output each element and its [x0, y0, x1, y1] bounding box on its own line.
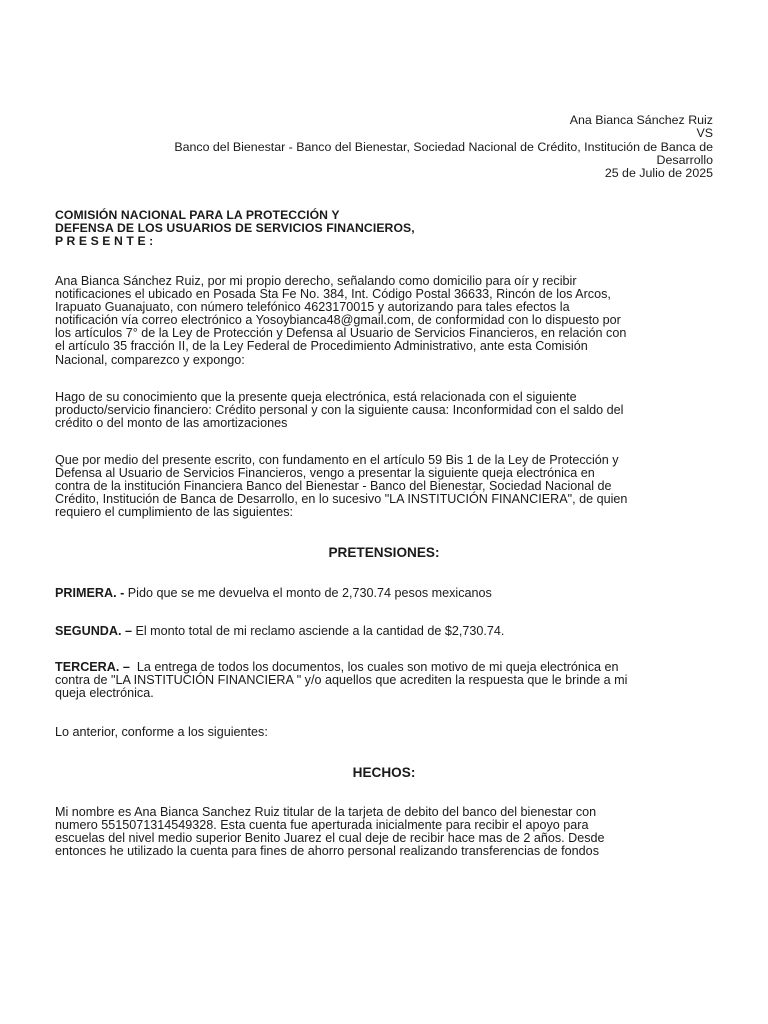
tercera-line: contra de "LA INSTITUCIÓN FINANCIERA " y/o aquellos que acrediten la respuesta que le brinde a mi — [55, 673, 628, 688]
respondent-line-1: Banco del Bienestar - Banco del Bienestar, Sociedad Nacional de Crédito, Institución de Banca de — [174, 139, 713, 154]
primera-item — [55, 587, 713, 600]
intro-line: el artículo 35 fracción II, de la Ley Federal de Procedimiento Administrativo, ante esta Comisión — [55, 339, 588, 354]
intro-line: los artículos 7° de la Ley de Protección y Defensa al Usuario de Servicios Financieros, en relación con — [55, 326, 627, 341]
intro-line: notificaciones el ubicado en Posada Sta Fe No. 384, Int. Código Postal 36633, Rincón de los Arcos, — [55, 287, 611, 302]
knowledge-paragraph — [55, 391, 713, 430]
segunda-text: El monto total de mi reclamo asciende a la cantidad de $2,730.74. — [131, 624, 505, 638]
addressee-line-2: DEFENSA DE LOS USUARIOS DE SERVICIOS FINANCIEROS, — [55, 221, 415, 235]
hechos-paragraph — [55, 806, 713, 858]
tercera-line: queja electrónica. — [55, 686, 154, 701]
intro-line: Nacional, comparezco y expongo: — [55, 352, 245, 367]
pretensiones-heading: PRETENSIONES: — [328, 545, 440, 560]
knowledge-line: producto/servicio financiero: Crédito personal y con la siguiente causa: Inconformidad con el saldo del — [55, 403, 624, 418]
header-block — [53, 114, 713, 180]
basis-line: contra de la institución Financiera Banco del Bienestar - Banco del Bienestar, Sociedad Nacional de — [55, 479, 612, 494]
hechos-line: escuelas del nivel medio superior Benito Juarez el cual deje de recibir hace mas de 2 años. Desde — [55, 831, 605, 846]
intro-paragraph — [55, 275, 713, 367]
addressee-block — [55, 209, 715, 248]
primera-label: PRIMERA. - — [55, 586, 125, 600]
segunda-label: SEGUNDA. – — [55, 624, 132, 638]
intro-line: Ana Bianca Sánchez Ruiz, por mi propio derecho, señalando como domicilio para oír y recibir — [55, 274, 577, 288]
basis-line: Que por medio del presente escrito, con fundamento en el artículo 59 Bis 1 de la Ley de Protección y — [55, 453, 619, 467]
versus-label: VS — [696, 126, 713, 141]
basis-line: requiero el cumplimiento de las siguientes: — [55, 505, 294, 520]
basis-line: Crédito, Institución de Banca de Desarrollo, en lo sucesivo "LA INSTITUCIÓN FINANCIERA", de quien — [55, 492, 628, 507]
basis-paragraph — [55, 454, 713, 519]
complainant-name: Ana Bianca Sánchez Ruiz — [569, 113, 713, 127]
knowledge-line: crédito o del monto de las amortizaciones — [55, 416, 288, 431]
intro-line: notificación vía correo electrónico a Yosoybianca48@gmail.com, de conformidad con lo dispuesto por — [55, 313, 621, 328]
hechos-line: numero 5515071314549328. Esta cuenta fue aperturada inicialmente para recibir el apoyo para — [55, 818, 589, 833]
hechos-line: entonces he utilizado la cuenta para fines de ahorro personal realizando transferencias de fondos — [55, 844, 599, 859]
knowledge-line: Hago de su conocimiento que la presente queja electrónica, está relacionada con el siguiente — [55, 390, 577, 404]
addressee-line-1: COMISIÓN NACIONAL PARA LA PROTECCIÓN Y — [55, 208, 340, 222]
intro-line: Irapuato Guanajuato, con número telefónico 4623170015 y autorizando para tales efectos la — [55, 300, 570, 315]
tercera-item — [55, 661, 713, 700]
segunda-item — [55, 625, 713, 638]
tercera-label: TERCERA. – — [55, 660, 130, 674]
addressee-line-3: P R E S E N T E : — [55, 234, 154, 248]
primera-text: Pido que se me devuelva el monto de 2,730.74 pesos mexicanos — [124, 586, 492, 600]
basis-line: Defensa al Usuario de Servicios Financieros, vengo a presentar la siguiente queja electrónica en — [55, 466, 595, 481]
tercera-text: La entrega de todos los documentos, los cuales son motivo de mi queja electrónica en — [129, 660, 619, 674]
hechos-heading: HECHOS: — [352, 765, 416, 780]
conforme-paragraph: Lo anterior, conforme a los siguientes: — [55, 725, 268, 739]
respondent-line-2: Desarrollo — [656, 152, 713, 167]
hechos-line: Mi nombre es Ana Bianca Sanchez Ruiz titular de la tarjeta de debito del banco del bienestar con — [55, 805, 597, 819]
document-date: 25 de Julio de 2025 — [604, 166, 713, 181]
